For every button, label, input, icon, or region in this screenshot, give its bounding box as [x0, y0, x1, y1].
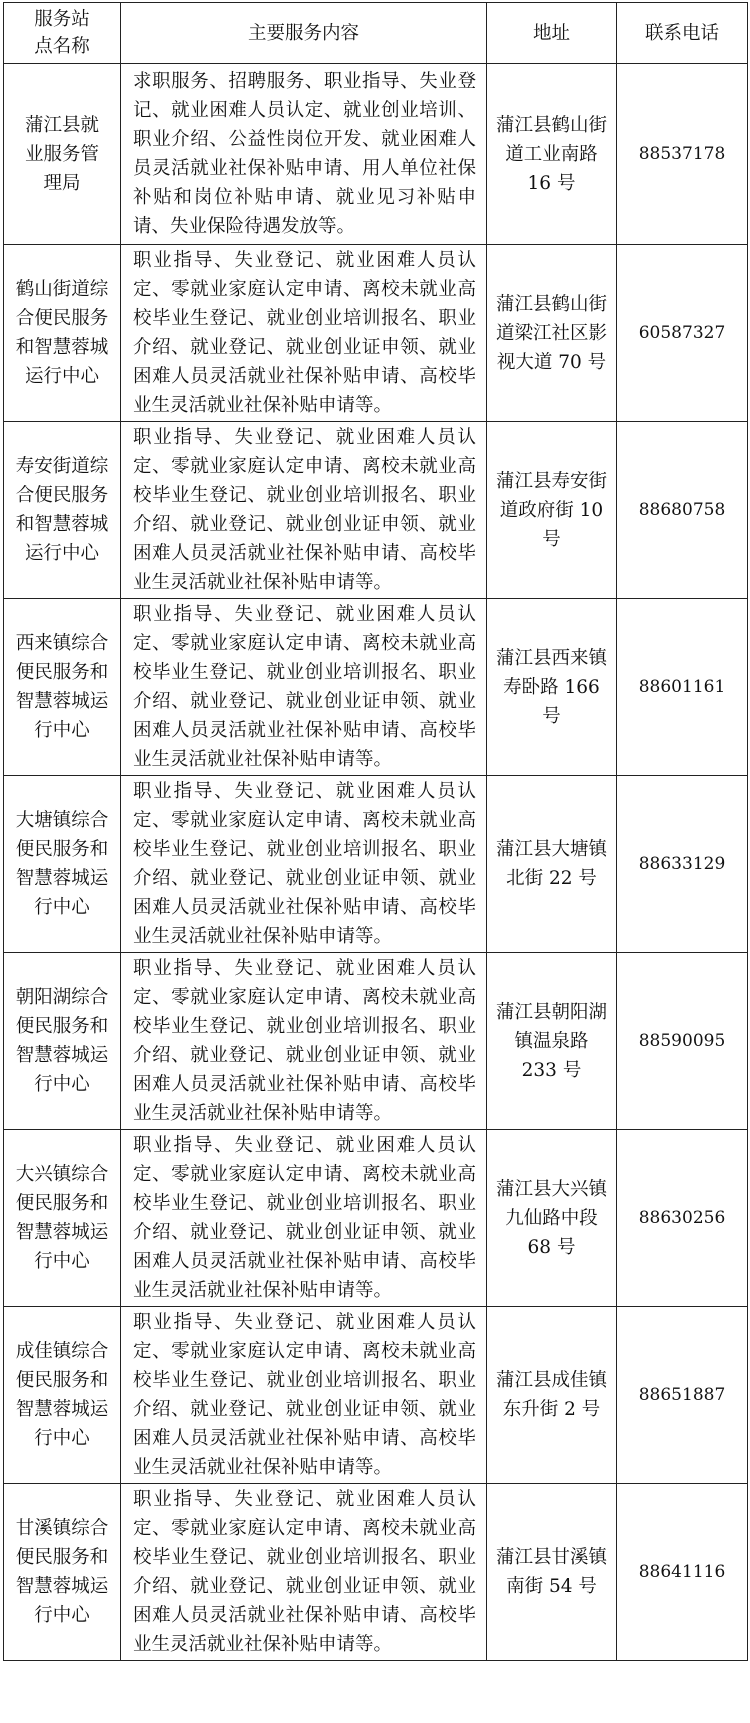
table-row	[4, 599, 748, 776]
station-address: 蒲江县朝阳湖镇温泉路 233 号	[487, 953, 617, 1130]
station-phone: 88651887	[617, 1307, 748, 1484]
station-address: 蒲江县大塘镇北街 22 号	[487, 776, 617, 953]
header-address: 地址	[487, 3, 617, 64]
service-content: 职业指导、失业登记、就业困难人员认定、零就业家庭认定申请、离校未就业高校毕业生登记、就业创业培训报名、职业介绍、就业登记、就业创业证申领、就业困难人员灵活就业社保补贴申请、高校毕业生灵活就业社保补贴申请等。	[121, 776, 487, 953]
table-row	[4, 64, 748, 245]
table-row	[4, 1130, 748, 1307]
station-phone: 88680758	[617, 422, 748, 599]
station-name: 成佳镇综合便民服务和智慧蓉城运行中心	[4, 1307, 121, 1484]
service-content: 职业指导、失业登记、就业困难人员认定、零就业家庭认定申请、离校未就业高校毕业生登记、就业创业培训报名、职业介绍、就业登记、就业创业证申领、就业困难人员灵活就业社保补贴申请、高校毕业生灵活就业社保补贴申请等。	[121, 599, 487, 776]
station-phone: 88630256	[617, 1130, 748, 1307]
service-station-table	[3, 2, 748, 1661]
station-phone: 88641116	[617, 1484, 748, 1661]
table-row	[4, 1307, 748, 1484]
table-row	[4, 422, 748, 599]
header-phone: 联系电话	[617, 3, 748, 64]
service-content: 职业指导、失业登记、就业困难人员认定、零就业家庭认定申请、离校未就业高校毕业生登记、就业创业培训报名、职业介绍、就业登记、就业创业证申领、就业困难人员灵活就业社保补贴申请、高校毕业生灵活就业社保补贴申请等。	[121, 953, 487, 1130]
table-row	[4, 1484, 748, 1661]
table-row	[4, 776, 748, 953]
header-row	[4, 3, 748, 64]
header-station-name: 服务站点名称	[4, 3, 121, 64]
station-name: 朝阳湖综合便民服务和智慧蓉城运行中心	[4, 953, 121, 1130]
table-row	[4, 953, 748, 1130]
station-name: 鹤山街道综合便民服务和智慧蓉城运行中心	[4, 245, 121, 422]
station-address: 蒲江县甘溪镇南街 54 号	[487, 1484, 617, 1661]
station-name: 蒲江县就业服务管理局	[4, 64, 121, 245]
service-content: 职业指导、失业登记、就业困难人员认定、零就业家庭认定申请、离校未就业高校毕业生登记、就业创业培训报名、职业介绍、就业登记、就业创业证申领、就业困难人员灵活就业社保补贴申请、高校毕业生灵活就业社保补贴申请等。	[121, 422, 487, 599]
table-row	[4, 245, 748, 422]
station-phone: 88537178	[617, 64, 748, 245]
station-address: 蒲江县大兴镇九仙路中段 68 号	[487, 1130, 617, 1307]
station-address: 蒲江县西来镇寿卧路 166 号	[487, 599, 617, 776]
station-name: 寿安街道综合便民服务和智慧蓉城运行中心	[4, 422, 121, 599]
station-address: 蒲江县成佳镇东升街 2 号	[487, 1307, 617, 1484]
station-phone: 88601161	[617, 599, 748, 776]
service-content: 职业指导、失业登记、就业困难人员认定、零就业家庭认定申请、离校未就业高校毕业生登记、就业创业培训报名、职业介绍、就业登记、就业创业证申领、就业困难人员灵活就业社保补贴申请、高校毕业生灵活就业社保补贴申请等。	[121, 1307, 487, 1484]
station-phone: 88590095	[617, 953, 748, 1130]
station-address: 蒲江县寿安街道政府街 10 号	[487, 422, 617, 599]
station-name: 大兴镇综合便民服务和智慧蓉城运行中心	[4, 1130, 121, 1307]
station-name: 西来镇综合便民服务和智慧蓉城运行中心	[4, 599, 121, 776]
station-address: 蒲江县鹤山街道梁江社区影视大道 70 号	[487, 245, 617, 422]
service-content: 职业指导、失业登记、就业困难人员认定、零就业家庭认定申请、离校未就业高校毕业生登记、就业创业培训报名、职业介绍、就业登记、就业创业证申领、就业困难人员灵活就业社保补贴申请、高校毕业生灵活就业社保补贴申请等。	[121, 1484, 487, 1661]
station-phone: 60587327	[617, 245, 748, 422]
station-name: 大塘镇综合便民服务和智慧蓉城运行中心	[4, 776, 121, 953]
station-phone: 88633129	[617, 776, 748, 953]
service-content: 职业指导、失业登记、就业困难人员认定、零就业家庭认定申请、离校未就业高校毕业生登记、就业创业培训报名、职业介绍、就业登记、就业创业证申领、就业困难人员灵活就业社保补贴申请、高校毕业生灵活就业社保补贴申请等。	[121, 1130, 487, 1307]
header-services: 主要服务内容	[121, 3, 487, 64]
station-address: 蒲江县鹤山街道工业南路 16 号	[487, 64, 617, 245]
station-name: 甘溪镇综合便民服务和智慧蓉城运行中心	[4, 1484, 121, 1661]
service-content: 职业指导、失业登记、就业困难人员认定、零就业家庭认定申请、离校未就业高校毕业生登记、就业创业培训报名、职业介绍、就业登记、就业创业证申领、就业困难人员灵活就业社保补贴申请、高校毕业生灵活就业社保补贴申请等。	[121, 245, 487, 422]
service-content: 求职服务、招聘服务、职业指导、失业登记、就业困难人员认定、就业创业培训、职业介绍、公益性岗位开发、就业困难人员灵活就业社保补贴申请、用人单位社保补贴和岗位补贴申请、就业见习补贴申请、失业保险待遇发放等。	[121, 64, 487, 245]
